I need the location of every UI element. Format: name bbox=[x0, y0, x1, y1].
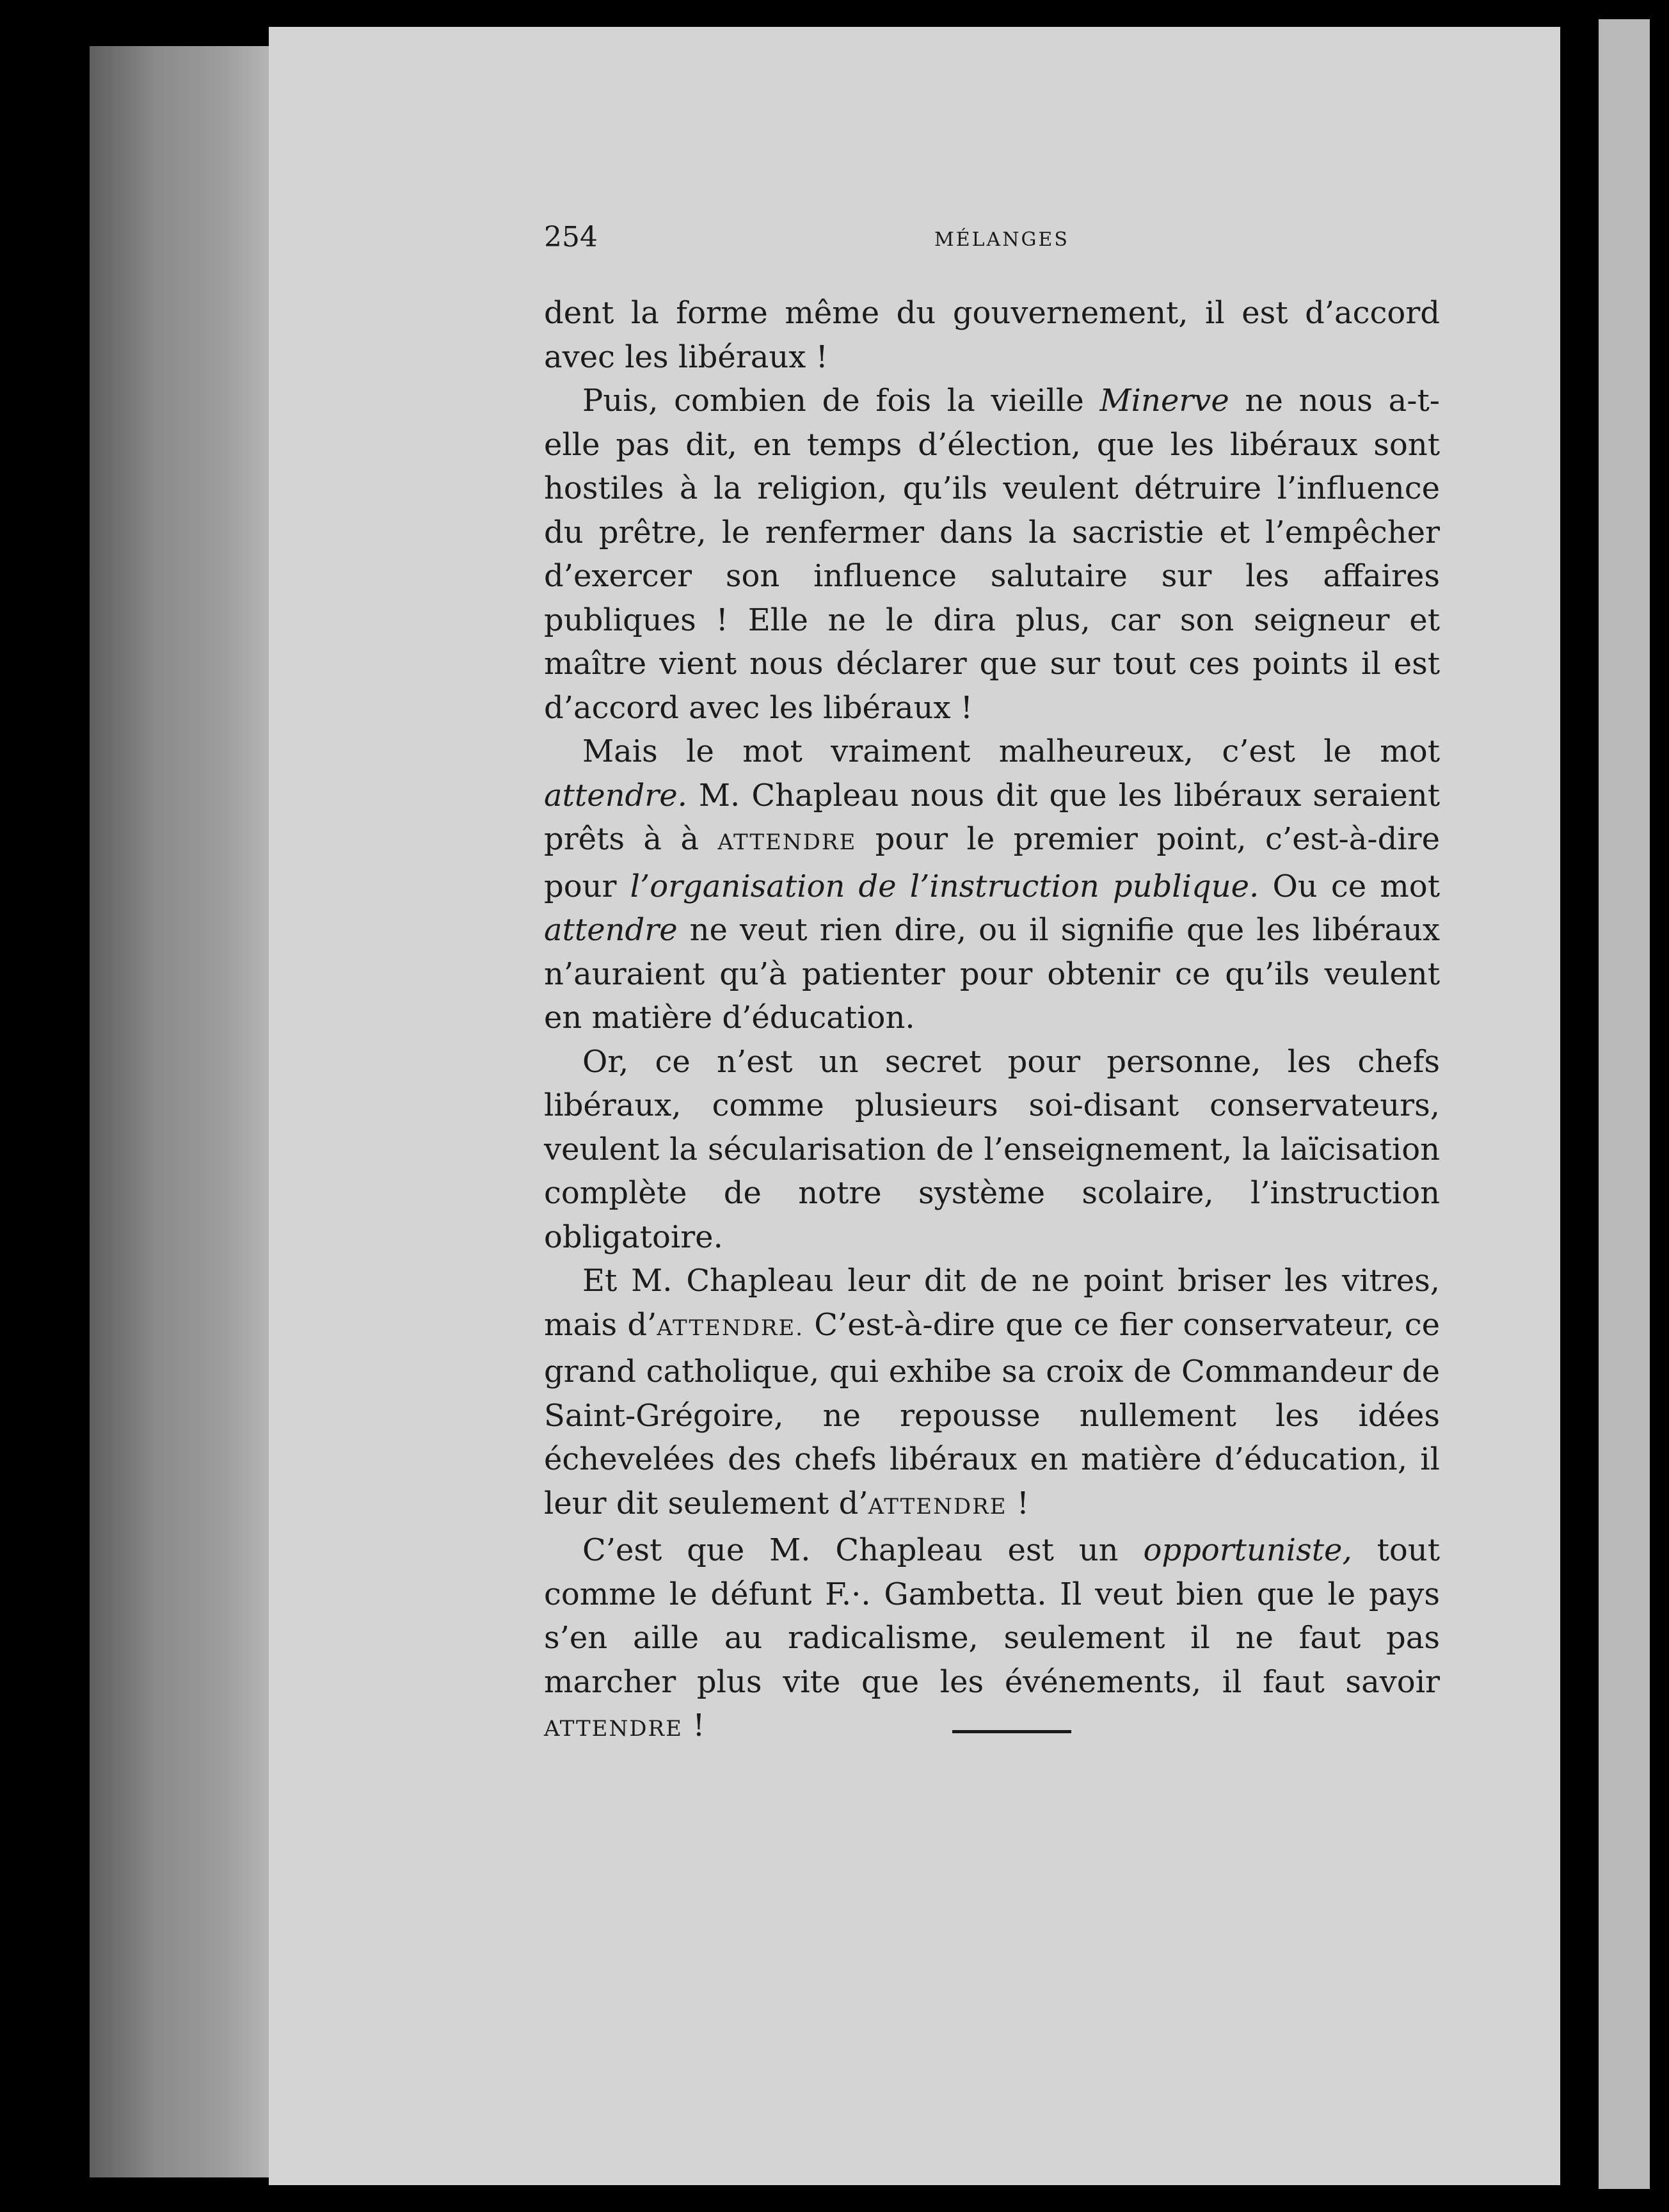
running-head bbox=[544, 221, 1446, 259]
paragraph-text: ne nous a-t-elle pas dit, en temps d’élection, que les libéraux sont hostiles à la religion, qu’ils veulent détruire l’influence du prêtre, le renfermer dans la sacristie et l’empêcher d’exercer son influence salutaire sur les affaires publiques ! Elle ne le dira plus, car son seigneur et maître vient nous déclarer que sur tout ces points il est d’accord avec les libéraux ! bbox=[544, 383, 1441, 726]
paragraph-text: Mais le mot vraiment malheureux, c’est le mot bbox=[582, 733, 1440, 769]
paragraph-text: ! bbox=[682, 1708, 705, 1743]
next-page-edge bbox=[1599, 19, 1650, 2189]
italic-text: attendre bbox=[544, 912, 678, 948]
section-end-rule bbox=[952, 1730, 1071, 1733]
paragraph bbox=[544, 1040, 1440, 1260]
small-caps-text: ATTENDRE bbox=[868, 1493, 1007, 1519]
italic-text: opportuniste, bbox=[1143, 1532, 1352, 1568]
small-caps-text: ATTENDRE bbox=[544, 1716, 683, 1742]
italic-text: attendre. bbox=[544, 777, 687, 813]
small-caps-text: ATTENDRE bbox=[717, 830, 857, 855]
paragraph-text: ne veut rien dire, ou il signifie que les libéraux n’auraient qu’à patienter pour obtenir ce qu’ils veulent en matière d’éducation. bbox=[544, 912, 1440, 1036]
paragraph-text: C’est que M. Chapleau est un bbox=[582, 1532, 1144, 1568]
paragraph bbox=[544, 1528, 1440, 1751]
paragraph-text: Or, ce n’est un secret pour personne, les chefs libéraux, comme plusieurs soi-disant conservateurs, veulent la sécularisation de l’enseignement, la laïcisation complète de notre système scolaire, l’instruction obligatoire. bbox=[544, 1043, 1440, 1255]
paragraph-text: pour le premier point, c’est-à-dire pour bbox=[544, 821, 1441, 904]
paragraph-text: dent la forme même du gouvernement, il est d’accord avec les libéraux ! bbox=[544, 295, 1440, 375]
paragraph bbox=[544, 379, 1440, 730]
paragraph-text: tout comme le défunt F.·. Gambetta. Il veut bien que le pays s’en aille au radicalisme, seulement il ne faut pas marcher plus vite que les événements, il faut savoir bbox=[544, 1532, 1440, 1700]
paragraph-text: M. Chapleau nous dit que les libéraux seraient prêts à à bbox=[544, 777, 1440, 857]
italic-text: Minerve bbox=[1099, 383, 1229, 419]
body-text bbox=[544, 291, 1440, 1751]
paragraph-text: Et M. Chapleau leur dit de ne point briser les vitres, mais d’ bbox=[544, 1263, 1440, 1343]
paragraph-text: ! bbox=[1007, 1485, 1030, 1521]
paragraph bbox=[544, 730, 1440, 1040]
paragraph-text: Puis, combien de fois la vieille bbox=[582, 383, 1100, 419]
paragraph bbox=[544, 1259, 1440, 1528]
paragraph-text: Ou ce mot bbox=[1259, 868, 1440, 904]
paragraph-text: C’est-à-dire que ce fier conservateur, ce grand catholique, qui exhibe sa croix de Commandeur de Saint-Grégoire, ne repousse nullement les idées échevelées des chefs libéraux en matière d’éducation, il leur dit seulement d’ bbox=[544, 1306, 1441, 1521]
italic-text: l’organisation de l’instruction publique. bbox=[630, 868, 1259, 904]
section-title: MÉLANGES bbox=[934, 228, 1069, 251]
page-number: 254 bbox=[544, 221, 598, 253]
paragraph-continued bbox=[544, 291, 1440, 379]
book-page-edge bbox=[90, 46, 275, 2177]
small-caps-text: ATTENDRE. bbox=[657, 1315, 804, 1341]
